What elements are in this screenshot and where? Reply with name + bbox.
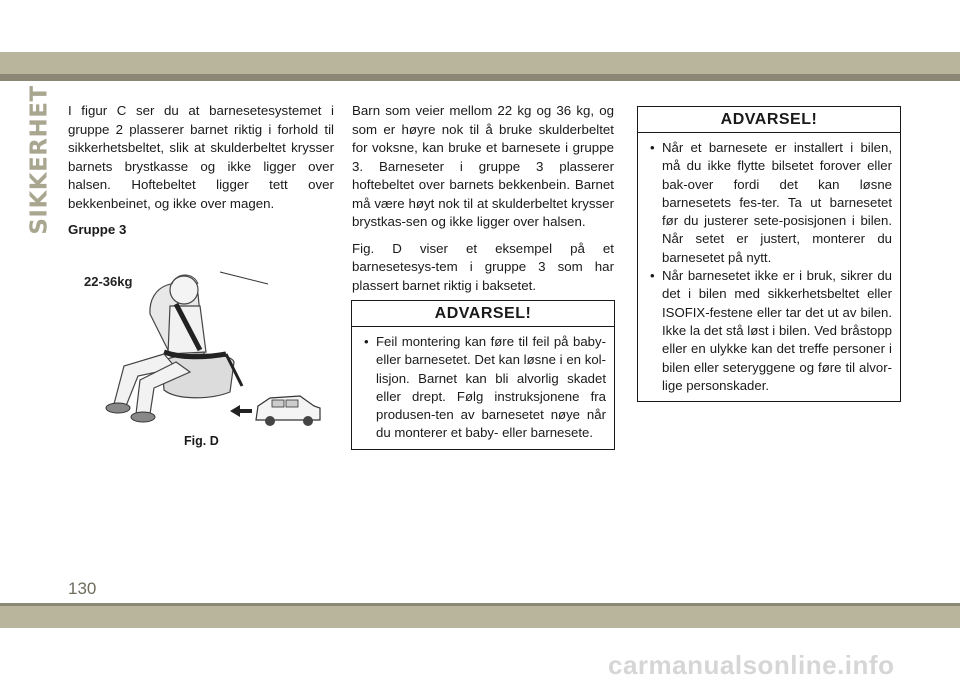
column-left [68, 102, 334, 240]
watermark: carmanualsonline.info [608, 650, 895, 680]
child-seat-illustration [80, 254, 326, 444]
figure-caption: Fig. D [184, 434, 219, 448]
shoe-right [131, 412, 155, 422]
intro-paragraph: I figur C ser du at barnesetesystemet i gruppe 2 plasserer barnet riktig i forhold til sikkerhetsbeltet, slik at skulderbeltet krysser barnets brystkasse og ikke ligger over halsen. Hoftebeltet ligger tett over bekkenbeinet, og ikke over magen. [68, 103, 334, 211]
warning-title: ADVARSEL! [638, 107, 900, 133]
warning-item: • Feil montering kan føre til feil på baby- eller barnesetet. Det kan løsne i en kol-lisjon. Barnet kan bli alvorlig skadet eller drept. Følg instruksjonene fra produsen-ten av barnesetet nøye når du monterer et baby- eller barnesete. [364, 333, 606, 443]
warning-box-installed [637, 106, 901, 402]
figure-reference-paragraph: Fig. D viser et eksempel på et barnesetesys-tem i gruppe 3 som har plassert barnet riktig i baksetet. [352, 240, 614, 293]
warning-list [352, 327, 614, 449]
warning-item: • Når barnesetet ikke er i bruk, sikrer du det i bilen med sikkerhetsbeltet eller ISOFIX-festene eller tar det ut av bilen. Ikke la det stå løst i bilen. Ved bråstopp eller en ulykke kan det treffe personer i bilen eller seteryggene og føre til alvor-lige personskader. [650, 267, 892, 395]
warning-box-mounting [351, 300, 615, 450]
footer-band [0, 606, 960, 628]
section-tab [26, 85, 54, 235]
header-rule [0, 74, 960, 81]
shoe-left [106, 403, 130, 413]
column-middle [352, 102, 614, 303]
figure-d-illustration [80, 254, 326, 444]
header-band [0, 52, 960, 74]
section-heading: Gruppe 3 [68, 222, 127, 237]
warning-list [638, 133, 900, 401]
warning-title: ADVARSEL! [352, 301, 614, 327]
group3-paragraph: Barn som veier mellom 22 kg og 36 kg, og som er høyre nok til å bruke skulderbeltet for voksne, kan bruke et barnesete i gruppe 3. Barneseter i gruppe 3 plasserer hoftebeltet over barnets bekkenbein. Barnet må være høyt nok til at skulderbeltet krysser brystkas-sen og ikke ligger over halsen. [352, 103, 614, 229]
section-tab-label: SIKKERHET [27, 85, 53, 235]
direction-arrow [230, 405, 252, 417]
car-icon [256, 396, 320, 426]
weight-label: 22-36kg [84, 274, 133, 289]
callout-line [220, 272, 268, 284]
warning-item: • Når et barnesete er installert i bilen, må du ikke flytte bilsetet forover eller bak-over fordi det kan løsne barnesetets fes-ter. Ta ut barnesetet før du justerer sete-posisjonen i bilen. Når setet er justert, monterer du barnesetet på nytt. [650, 139, 892, 267]
page-number: 130 [68, 579, 97, 598]
